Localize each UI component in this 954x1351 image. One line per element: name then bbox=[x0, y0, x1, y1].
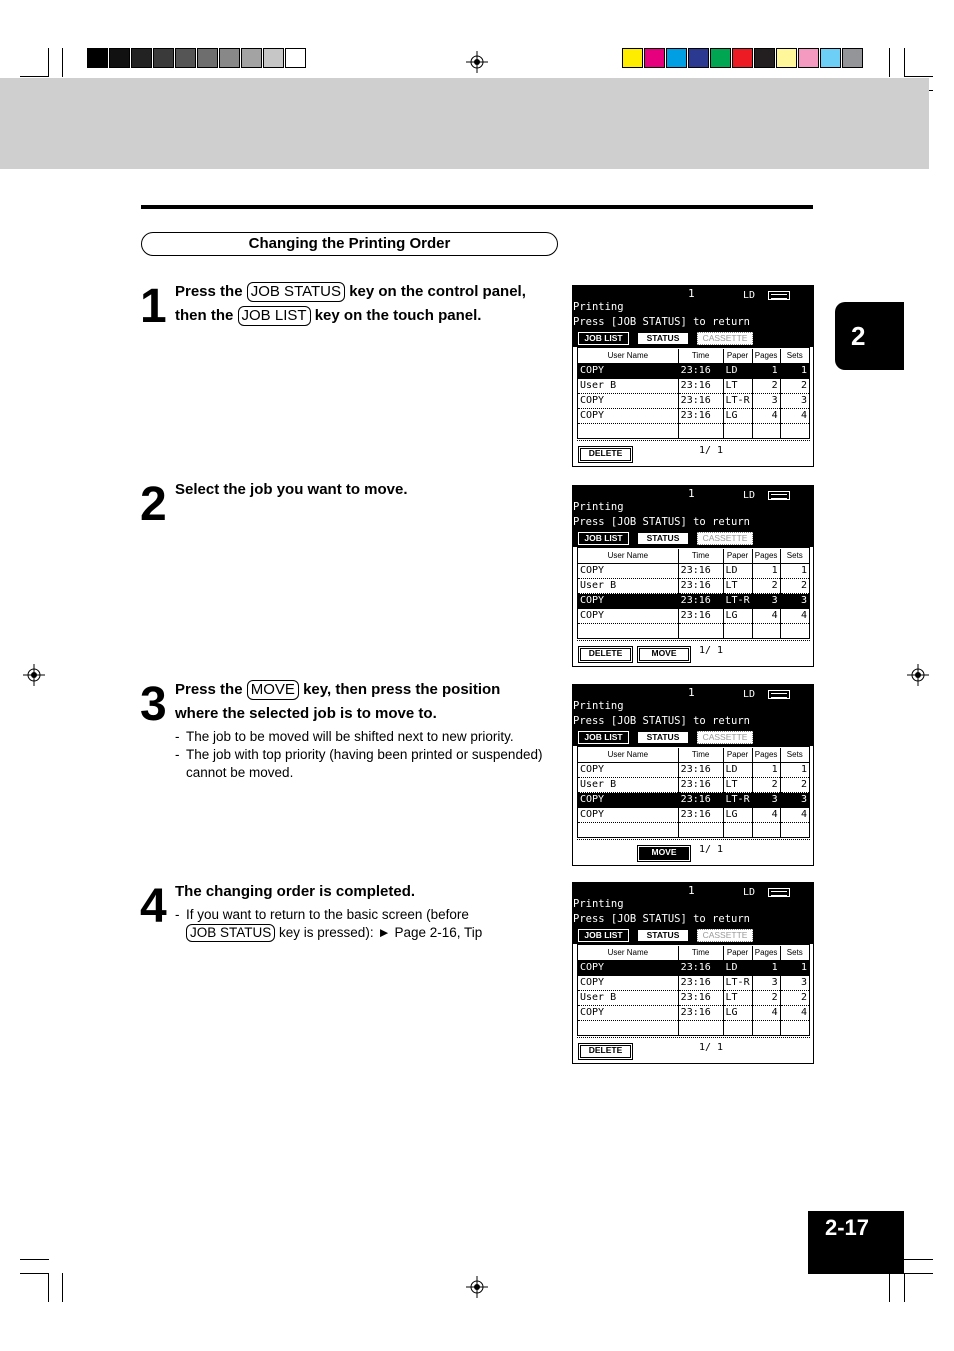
job-sets: 2 bbox=[780, 778, 809, 793]
crop-mark bbox=[20, 1273, 49, 1274]
job-row[interactable] bbox=[578, 394, 809, 409]
empty-cell bbox=[723, 823, 752, 838]
job-paper: LD bbox=[723, 763, 752, 778]
step-4-note: - If you want to return to the basic screen (before JOB STATUS key is pressed): ► Page 2-16, Tip bbox=[175, 907, 483, 940]
color-swatch bbox=[666, 48, 687, 68]
paper-size: LD bbox=[743, 490, 756, 501]
job-pages: 2 bbox=[752, 379, 780, 394]
job-user-name: COPY bbox=[578, 1006, 678, 1021]
job-row[interactable] bbox=[578, 594, 809, 609]
chapter-tab: 2 bbox=[835, 302, 904, 370]
color-swatch bbox=[820, 48, 841, 68]
move-button[interactable]: MOVE bbox=[637, 845, 691, 862]
delete-button[interactable]: DELETE bbox=[578, 446, 633, 463]
job-sets: 2 bbox=[780, 579, 809, 594]
crop-mark bbox=[48, 48, 49, 77]
job-time: 23:16 bbox=[678, 579, 723, 594]
tab-status[interactable]: STATUS bbox=[637, 532, 689, 545]
step-4-number: 4 bbox=[140, 880, 165, 933]
page-indicator: 1/ 1 bbox=[699, 645, 724, 656]
header-band bbox=[0, 78, 929, 169]
job-user-name: COPY bbox=[578, 564, 678, 579]
empty-cell bbox=[752, 823, 780, 838]
status-line: Printing bbox=[573, 700, 624, 712]
job-paper: LT bbox=[723, 991, 752, 1006]
job-pages: 4 bbox=[752, 609, 780, 624]
job-time: 23:16 bbox=[678, 364, 723, 379]
status-line: Printing bbox=[573, 501, 624, 513]
job-sets: 3 bbox=[780, 594, 809, 609]
empty-cell bbox=[578, 823, 678, 838]
step-1-text-a: Press the bbox=[175, 283, 243, 300]
tab-status[interactable]: STATUS bbox=[637, 731, 689, 744]
header-number: 1 bbox=[688, 884, 695, 897]
job-pages: 1 bbox=[752, 961, 780, 976]
job-user-name: User B bbox=[578, 778, 678, 793]
col-time: Time bbox=[678, 349, 723, 364]
touch-panel-screen-4 bbox=[572, 882, 814, 1064]
job-time: 23:16 bbox=[678, 991, 723, 1006]
tab-job-list[interactable]: JOB LIST bbox=[578, 332, 629, 345]
job-paper: LG bbox=[723, 609, 752, 624]
registration-mark-icon bbox=[466, 51, 488, 73]
job-pages: 4 bbox=[752, 409, 780, 424]
job-table-header bbox=[578, 349, 809, 364]
crop-mark bbox=[20, 76, 49, 77]
empty-cell bbox=[752, 624, 780, 639]
job-sets: 3 bbox=[780, 976, 809, 991]
job-paper: LT bbox=[723, 379, 752, 394]
job-sets: 4 bbox=[780, 409, 809, 424]
empty-cell bbox=[723, 1021, 752, 1036]
job-sets: 4 bbox=[780, 609, 809, 624]
paper-tray-icon bbox=[768, 291, 790, 300]
crop-mark bbox=[62, 48, 63, 77]
step-4-note-b: key is pressed): bbox=[279, 925, 374, 940]
job-user-name: COPY bbox=[578, 976, 678, 991]
job-table bbox=[578, 748, 809, 838]
step-2-text: Select the job you want to move. bbox=[175, 481, 408, 498]
col-paper: Paper bbox=[723, 549, 752, 564]
job-pages: 4 bbox=[752, 808, 780, 823]
move-button[interactable]: MOVE bbox=[637, 646, 691, 663]
return-hint: Press [JOB STATUS] to return bbox=[573, 316, 751, 328]
job-time: 23:16 bbox=[678, 778, 723, 793]
gray-swatch bbox=[153, 48, 174, 68]
delete-button[interactable]: DELETE bbox=[578, 646, 633, 663]
job-sets: 1 bbox=[780, 763, 809, 778]
crop-mark bbox=[889, 1273, 890, 1302]
footer-divider bbox=[577, 640, 810, 641]
tab-job-list[interactable]: JOB LIST bbox=[578, 532, 629, 545]
tab-cassette[interactable]: CASSETTE bbox=[697, 332, 753, 345]
step-4-note-c: Page 2-16, Tip bbox=[394, 925, 483, 940]
header-number: 1 bbox=[688, 686, 695, 699]
status-line: Printing bbox=[573, 898, 624, 910]
step-3-note-3: cannot be moved. bbox=[186, 765, 294, 780]
job-table bbox=[578, 946, 809, 1036]
job-paper: LD bbox=[723, 364, 752, 379]
step-1-text bbox=[175, 280, 565, 328]
empty-row bbox=[578, 624, 809, 639]
color-swatch bbox=[622, 48, 643, 68]
tab-cassette[interactable]: CASSETTE bbox=[697, 929, 753, 942]
step-1-text-c: then the bbox=[175, 307, 234, 324]
crop-mark bbox=[904, 48, 905, 77]
job-pages: 4 bbox=[752, 1006, 780, 1021]
empty-cell bbox=[780, 1021, 809, 1036]
col-sets: Sets bbox=[780, 549, 809, 564]
job-table-header bbox=[578, 748, 809, 763]
delete-button[interactable]: DELETE bbox=[578, 1043, 633, 1060]
job-pages: 1 bbox=[752, 564, 780, 579]
col-sets: Sets bbox=[780, 748, 809, 763]
registration-mark-icon bbox=[907, 664, 929, 686]
registration-mark-icon bbox=[466, 1276, 488, 1298]
job-row[interactable] bbox=[578, 793, 809, 808]
tab-status[interactable]: STATUS bbox=[637, 929, 689, 942]
job-time: 23:16 bbox=[678, 793, 723, 808]
touch-panel-screen-3 bbox=[572, 684, 814, 866]
job-time: 23:16 bbox=[678, 1006, 723, 1021]
top-rule bbox=[141, 205, 813, 209]
empty-cell bbox=[752, 424, 780, 439]
footer-divider bbox=[577, 1037, 810, 1038]
job-pages: 3 bbox=[752, 594, 780, 609]
job-status-key: JOB STATUS bbox=[186, 924, 275, 942]
job-user-name: COPY bbox=[578, 594, 678, 609]
job-table-header bbox=[578, 549, 809, 564]
page-indicator: 1/ 1 bbox=[699, 1042, 724, 1053]
crop-mark bbox=[20, 1259, 49, 1260]
job-paper: LT bbox=[723, 778, 752, 793]
tab-status[interactable]: STATUS bbox=[637, 332, 689, 345]
step-3-notes: - The job to be moved will be shifted next to new priority. - The job with top priority (having been printed or suspended) cannot be moved. bbox=[175, 728, 570, 782]
job-time: 23:16 bbox=[678, 564, 723, 579]
col-pages: Pages bbox=[752, 748, 780, 763]
col-user-name: User Name bbox=[578, 946, 678, 961]
empty-cell bbox=[578, 424, 678, 439]
color-swatch bbox=[732, 48, 753, 68]
job-sets: 4 bbox=[780, 1006, 809, 1021]
job-sets: 1 bbox=[780, 961, 809, 976]
job-user-name: COPY bbox=[578, 961, 678, 976]
job-pages: 3 bbox=[752, 793, 780, 808]
gray-swatch bbox=[285, 48, 306, 68]
status-line: Printing bbox=[573, 301, 624, 313]
job-row[interactable] bbox=[578, 778, 809, 793]
step-3-text-c: where the selected job is to move to. bbox=[175, 705, 437, 722]
job-row[interactable] bbox=[578, 579, 809, 594]
job-pages: 2 bbox=[752, 991, 780, 1006]
job-list-key: JOB LIST bbox=[238, 306, 311, 326]
job-sets: 3 bbox=[780, 394, 809, 409]
job-time: 23:16 bbox=[678, 394, 723, 409]
job-user-name: User B bbox=[578, 991, 678, 1006]
paper-tray-icon bbox=[768, 690, 790, 699]
step-1-number: 1 bbox=[140, 280, 165, 333]
step-3-text bbox=[175, 678, 565, 726]
job-sets: 1 bbox=[780, 364, 809, 379]
tab-cassette[interactable]: CASSETTE bbox=[697, 731, 753, 744]
job-paper: LD bbox=[723, 564, 752, 579]
job-time: 23:16 bbox=[678, 409, 723, 424]
tab-job-list[interactable]: JOB LIST bbox=[578, 929, 629, 942]
empty-row bbox=[578, 823, 809, 838]
job-user-name: COPY bbox=[578, 793, 678, 808]
tab-cassette[interactable]: CASSETTE bbox=[697, 532, 753, 545]
job-pages: 3 bbox=[752, 976, 780, 991]
job-time: 23:16 bbox=[678, 763, 723, 778]
page-indicator: 1/ 1 bbox=[699, 445, 724, 456]
step-4-note-a: If you want to return to the basic screen (before bbox=[186, 907, 469, 922]
paper-size: LD bbox=[743, 689, 756, 700]
empty-cell bbox=[678, 424, 723, 439]
empty-row bbox=[578, 424, 809, 439]
touch-panel-screen-1 bbox=[572, 285, 814, 467]
job-row[interactable] bbox=[578, 1006, 809, 1021]
footer-divider bbox=[577, 839, 810, 840]
paper-tray-icon bbox=[768, 491, 790, 500]
col-time: Time bbox=[678, 946, 723, 961]
col-paper: Paper bbox=[723, 349, 752, 364]
col-paper: Paper bbox=[723, 748, 752, 763]
return-hint: Press [JOB STATUS] to return bbox=[573, 913, 751, 925]
gray-swatch bbox=[197, 48, 218, 68]
page-number: 2-17 bbox=[808, 1211, 904, 1274]
col-user-name: User Name bbox=[578, 748, 678, 763]
gray-swatch bbox=[109, 48, 130, 68]
job-time: 23:16 bbox=[678, 808, 723, 823]
empty-cell bbox=[678, 823, 723, 838]
gray-swatch bbox=[263, 48, 284, 68]
job-time: 23:16 bbox=[678, 609, 723, 624]
empty-cell bbox=[780, 624, 809, 639]
job-sets: 2 bbox=[780, 379, 809, 394]
job-user-name: COPY bbox=[578, 609, 678, 624]
job-user-name: COPY bbox=[578, 808, 678, 823]
col-pages: Pages bbox=[752, 549, 780, 564]
job-row[interactable] bbox=[578, 808, 809, 823]
job-paper: LD bbox=[723, 961, 752, 976]
page-indicator: 1/ 1 bbox=[699, 844, 724, 855]
color-swatch bbox=[688, 48, 709, 68]
job-row[interactable] bbox=[578, 961, 809, 976]
job-sets: 4 bbox=[780, 808, 809, 823]
job-row[interactable] bbox=[578, 409, 809, 424]
col-paper: Paper bbox=[723, 946, 752, 961]
color-swatch bbox=[798, 48, 819, 68]
empty-cell bbox=[678, 1021, 723, 1036]
job-user-name: COPY bbox=[578, 394, 678, 409]
job-table bbox=[578, 549, 809, 639]
job-paper: LT-R bbox=[723, 976, 752, 991]
job-table-header bbox=[578, 946, 809, 961]
step-3-text-a: Press the bbox=[175, 681, 243, 698]
job-sets: 3 bbox=[780, 793, 809, 808]
job-pages: 1 bbox=[752, 364, 780, 379]
job-row[interactable] bbox=[578, 609, 809, 624]
screen-header bbox=[573, 486, 813, 547]
job-user-name: COPY bbox=[578, 409, 678, 424]
job-row[interactable] bbox=[578, 976, 809, 991]
job-time: 23:16 bbox=[678, 976, 723, 991]
section-title: Changing the Printing Order bbox=[141, 232, 558, 256]
arrow-right-icon: ► bbox=[377, 925, 391, 940]
job-paper: LT bbox=[723, 579, 752, 594]
screen-header bbox=[573, 685, 813, 746]
empty-cell bbox=[752, 1021, 780, 1036]
job-row[interactable] bbox=[578, 991, 809, 1006]
job-time: 23:16 bbox=[678, 594, 723, 609]
crop-mark bbox=[904, 1259, 933, 1260]
col-sets: Sets bbox=[780, 946, 809, 961]
job-paper: LT-R bbox=[723, 394, 752, 409]
crop-mark bbox=[62, 1273, 63, 1302]
job-row[interactable] bbox=[578, 364, 809, 379]
empty-cell bbox=[578, 1021, 678, 1036]
col-sets: Sets bbox=[780, 349, 809, 364]
color-swatch bbox=[776, 48, 797, 68]
job-paper: LT-R bbox=[723, 793, 752, 808]
job-sets: 1 bbox=[780, 564, 809, 579]
header-number: 1 bbox=[688, 487, 695, 500]
move-key: MOVE bbox=[247, 680, 299, 700]
empty-cell bbox=[678, 624, 723, 639]
job-pages: 3 bbox=[752, 394, 780, 409]
crop-mark bbox=[904, 1273, 933, 1274]
job-user-name: COPY bbox=[578, 364, 678, 379]
gray-swatch bbox=[219, 48, 240, 68]
color-swatch bbox=[754, 48, 775, 68]
col-time: Time bbox=[678, 549, 723, 564]
job-paper: LT-R bbox=[723, 594, 752, 609]
header-number: 1 bbox=[688, 287, 695, 300]
crop-mark bbox=[904, 1273, 905, 1302]
paper-size: LD bbox=[743, 290, 756, 301]
step-4-text: The changing order is completed. bbox=[175, 883, 416, 900]
empty-cell bbox=[723, 424, 752, 439]
paper-tray-icon bbox=[768, 888, 790, 897]
gray-swatch bbox=[175, 48, 196, 68]
step-2-number: 2 bbox=[140, 478, 165, 531]
job-user-name: User B bbox=[578, 379, 678, 394]
return-hint: Press [JOB STATUS] to return bbox=[573, 516, 751, 528]
paper-size: LD bbox=[743, 887, 756, 898]
color-swatch bbox=[644, 48, 665, 68]
empty-cell bbox=[780, 823, 809, 838]
job-paper: LG bbox=[723, 409, 752, 424]
screen-header bbox=[573, 883, 813, 944]
job-user-name: COPY bbox=[578, 763, 678, 778]
return-hint: Press [JOB STATUS] to return bbox=[573, 715, 751, 727]
job-pages: 2 bbox=[752, 579, 780, 594]
col-user-name: User Name bbox=[578, 349, 678, 364]
empty-cell bbox=[780, 424, 809, 439]
step-3-note-2: The job with top priority (having been printed or suspended) bbox=[186, 747, 543, 762]
step-1-text-b: key on the control panel, bbox=[349, 283, 526, 300]
job-table bbox=[578, 349, 809, 439]
job-time: 23:16 bbox=[678, 379, 723, 394]
job-sets: 2 bbox=[780, 991, 809, 1006]
gray-swatch bbox=[131, 48, 152, 68]
job-pages: 1 bbox=[752, 763, 780, 778]
registration-mark-icon bbox=[23, 664, 45, 686]
tab-job-list[interactable]: JOB LIST bbox=[578, 731, 629, 744]
job-row[interactable] bbox=[578, 564, 809, 579]
screen-header bbox=[573, 286, 813, 347]
col-pages: Pages bbox=[752, 349, 780, 364]
col-pages: Pages bbox=[752, 946, 780, 961]
step-3-note-1: The job to be moved will be shifted next to new priority. bbox=[186, 729, 514, 744]
job-status-key: JOB STATUS bbox=[247, 282, 345, 302]
touch-panel-screen-2 bbox=[572, 485, 814, 667]
gray-swatch bbox=[241, 48, 262, 68]
job-paper: LG bbox=[723, 1006, 752, 1021]
step-1-text-d: key on the touch panel. bbox=[314, 307, 482, 324]
crop-mark bbox=[889, 48, 890, 77]
col-time: Time bbox=[678, 748, 723, 763]
color-swatch bbox=[710, 48, 731, 68]
empty-cell bbox=[578, 624, 678, 639]
empty-row bbox=[578, 1021, 809, 1036]
step-3-text-b: key, then press the position bbox=[303, 681, 501, 698]
crop-mark bbox=[904, 76, 933, 77]
job-paper: LG bbox=[723, 808, 752, 823]
job-row[interactable] bbox=[578, 379, 809, 394]
job-pages: 2 bbox=[752, 778, 780, 793]
job-user-name: User B bbox=[578, 579, 678, 594]
crop-mark bbox=[48, 1273, 49, 1302]
step-3-number: 3 bbox=[140, 678, 165, 731]
color-swatch bbox=[842, 48, 863, 68]
footer-divider bbox=[577, 440, 810, 441]
col-user-name: User Name bbox=[578, 549, 678, 564]
job-time: 23:16 bbox=[678, 961, 723, 976]
job-row[interactable] bbox=[578, 763, 809, 778]
empty-cell bbox=[723, 624, 752, 639]
gray-swatch bbox=[87, 48, 108, 68]
